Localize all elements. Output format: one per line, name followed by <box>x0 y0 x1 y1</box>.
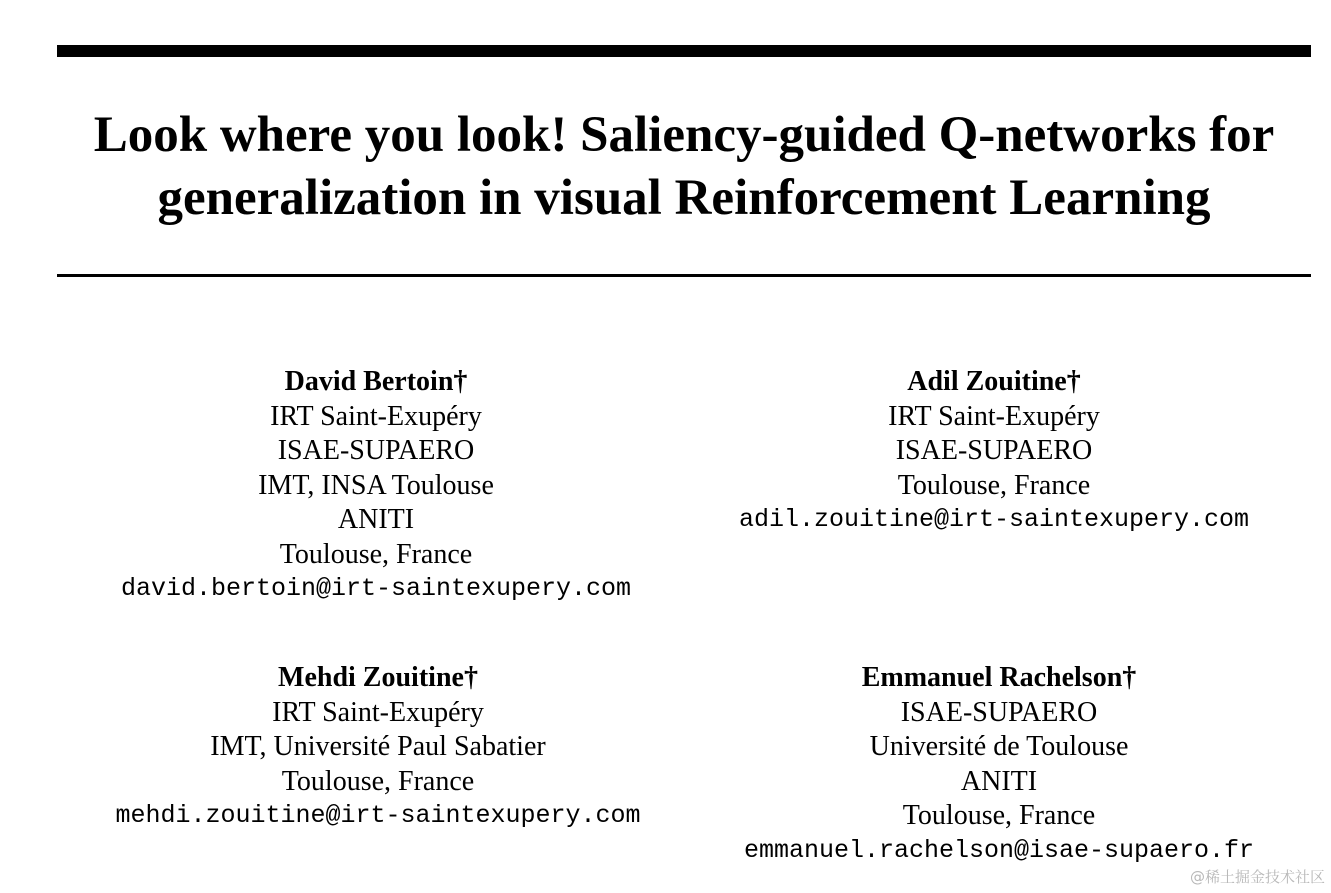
author-affiliation: IMT, INSA Toulouse <box>258 469 494 501</box>
author-affiliation: Toulouse, France <box>279 538 473 570</box>
author-affiliation: ANITI <box>337 504 415 535</box>
author-affiliation: IRT Saint-Exupéry <box>270 400 482 432</box>
author-block-mehdi-zouitine <box>58 661 698 834</box>
author-email: emmanuel.rachelson@isae-supaero.fr <box>743 835 1255 865</box>
author-name: Adil Zouitine† <box>907 366 1081 397</box>
author-name: Emmanuel Rachelson† <box>861 662 1137 693</box>
paper-title <box>40 104 1328 230</box>
bottom-rule <box>57 274 1311 277</box>
author-affiliation: ANITI <box>960 765 1038 797</box>
author-block-adil-zouitine <box>674 365 1314 538</box>
author-affiliation: IRT Saint-Exupéry <box>888 400 1100 432</box>
author-affiliation: ISAE-SUPAERO <box>277 435 475 466</box>
author-affiliation: Toulouse, France <box>897 469 1091 501</box>
title-line: Look where you look! Saliency-guided Q-networks for <box>93 107 1275 163</box>
author-affiliation: IRT Saint-Exupéry <box>272 696 484 728</box>
author-affiliation: ISAE-SUPAERO <box>895 435 1093 466</box>
author-affiliation: ISAE-SUPAERO <box>900 696 1098 728</box>
author-name: Mehdi Zouitine† <box>278 662 478 693</box>
author-block-bertoin <box>56 365 696 607</box>
author-affiliation: Université de Toulouse <box>869 731 1129 762</box>
author-block-rachelson <box>679 661 1319 868</box>
title-line: generalization in visual Reinforcement Learning <box>157 170 1211 226</box>
watermark: @稀土掘金技术社区 <box>1189 868 1325 886</box>
author-email: adil.zouitine@irt-saintexupery.com <box>738 505 1250 534</box>
top-rule <box>57 45 1311 57</box>
author-affiliation: Toulouse, France <box>281 765 475 797</box>
author-affiliation: Toulouse, France <box>902 800 1096 831</box>
author-affiliation: IMT, Université Paul Sabatier <box>210 731 546 762</box>
author-name: David Bertoin† <box>284 366 468 397</box>
author-email: david.bertoin@irt-saintexupery.com <box>120 574 632 603</box>
author-email: mehdi.zouitine@irt-saintexupery.com <box>115 801 641 830</box>
